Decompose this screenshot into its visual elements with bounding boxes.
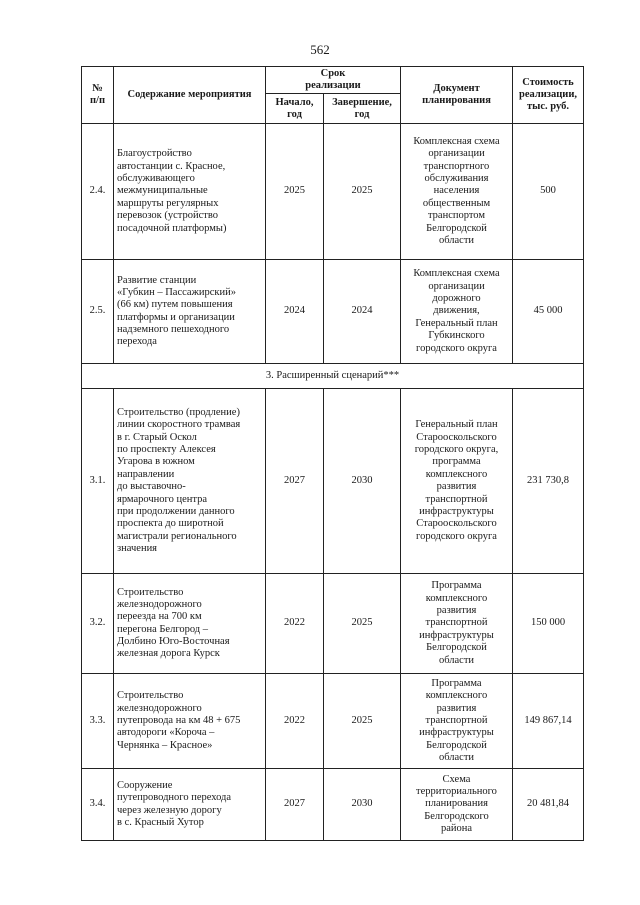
- row-content: Строительство (продление) линии скоростного трамвая в г. Старый Оскол по проспекту Алексея Угарова в южном направлении до выставочно- ярмарочного центра при продолжении данного проспекта до широтной магистрали регионального значения: [114, 389, 266, 574]
- row-end-year: 2030: [324, 389, 401, 574]
- header-document: Документ планирования: [401, 67, 513, 124]
- row-content: Развитие станции «Губкин – Пассажирский» (66 км) путем повышения платформы и организации надземного пешеходного перехода: [114, 260, 266, 364]
- row-number: 2.4.: [82, 124, 114, 260]
- table-row: [82, 769, 584, 841]
- row-start-year: 2022: [266, 674, 324, 769]
- row-number: 3.1.: [82, 389, 114, 574]
- row-document: Схема территориального планирования Белгородского района: [401, 769, 513, 841]
- row-content: Благоустройство автостанции с. Красное, обслуживающего межмуниципальные маршруты регулярных перевозок (устройство посадочной платформы): [114, 124, 266, 260]
- row-content: Строительство железнодорожного путепровода на км 48 + 675 автодороги «Короча – Чернянка – Красное»: [114, 674, 266, 769]
- row-content: Строительство железнодорожного переезда на 700 км перегона Белгород – Долбино Юго-Восточная железная дорога Курск: [114, 574, 266, 674]
- row-document: Программа комплексного развития транспортной инфраструктуры Белгородской области: [401, 574, 513, 674]
- table-row: [82, 674, 584, 769]
- row-start-year: 2027: [266, 389, 324, 574]
- row-document: Комплексная схема организации транспортного обслуживания населения общественным транспортом Белгородской области: [401, 124, 513, 260]
- row-document: Программа комплексного развития транспортной инфраструктуры Белгородской области: [401, 674, 513, 769]
- row-number: 3.3.: [82, 674, 114, 769]
- header-term: Срок реализации: [266, 67, 401, 94]
- row-cost: 149 867,14: [513, 674, 584, 769]
- header-cost: Стоимость реализации, тыс. руб.: [513, 67, 584, 124]
- header-end: Завершение, год: [324, 94, 401, 124]
- row-start-year: 2027: [266, 769, 324, 841]
- row-start-year: 2024: [266, 260, 324, 364]
- row-content: Сооружение путепроводного перехода через железную дорогу в с. Красный Хутор: [114, 769, 266, 841]
- row-end-year: 2025: [324, 574, 401, 674]
- row-cost: 20 481,84: [513, 769, 584, 841]
- page-number: 562: [310, 42, 330, 57]
- table-row: [82, 389, 584, 574]
- row-cost: 500: [513, 124, 584, 260]
- measures-table: [81, 66, 584, 841]
- row-cost: 45 000: [513, 260, 584, 364]
- row-document: Генеральный план Старооскольского городского округа, программа комплексного развития транспортной инфраструктуры Старооскольского городского округа: [401, 389, 513, 574]
- section-title: 3. Расширенный сценарий***: [82, 364, 584, 389]
- row-number: 2.5.: [82, 260, 114, 364]
- table-row: [82, 574, 584, 674]
- row-document: Комплексная схема организации дорожного движения, Генеральный план Губкинского городского округа: [401, 260, 513, 364]
- table-row: [82, 260, 584, 364]
- row-number: 3.2.: [82, 574, 114, 674]
- row-cost: 231 730,8: [513, 389, 584, 574]
- row-end-year: 2030: [324, 769, 401, 841]
- section-row: [82, 364, 584, 389]
- row-cost: 150 000: [513, 574, 584, 674]
- header-content: Содержание мероприятия: [114, 67, 266, 124]
- row-number: 3.4.: [82, 769, 114, 841]
- row-start-year: 2022: [266, 574, 324, 674]
- header-start: Начало, год: [266, 94, 324, 124]
- table-header: [82, 67, 584, 124]
- row-end-year: 2025: [324, 124, 401, 260]
- row-end-year: 2025: [324, 674, 401, 769]
- row-end-year: 2024: [324, 260, 401, 364]
- table-row: [82, 124, 584, 260]
- row-start-year: 2025: [266, 124, 324, 260]
- header-num: № п/п: [82, 67, 114, 124]
